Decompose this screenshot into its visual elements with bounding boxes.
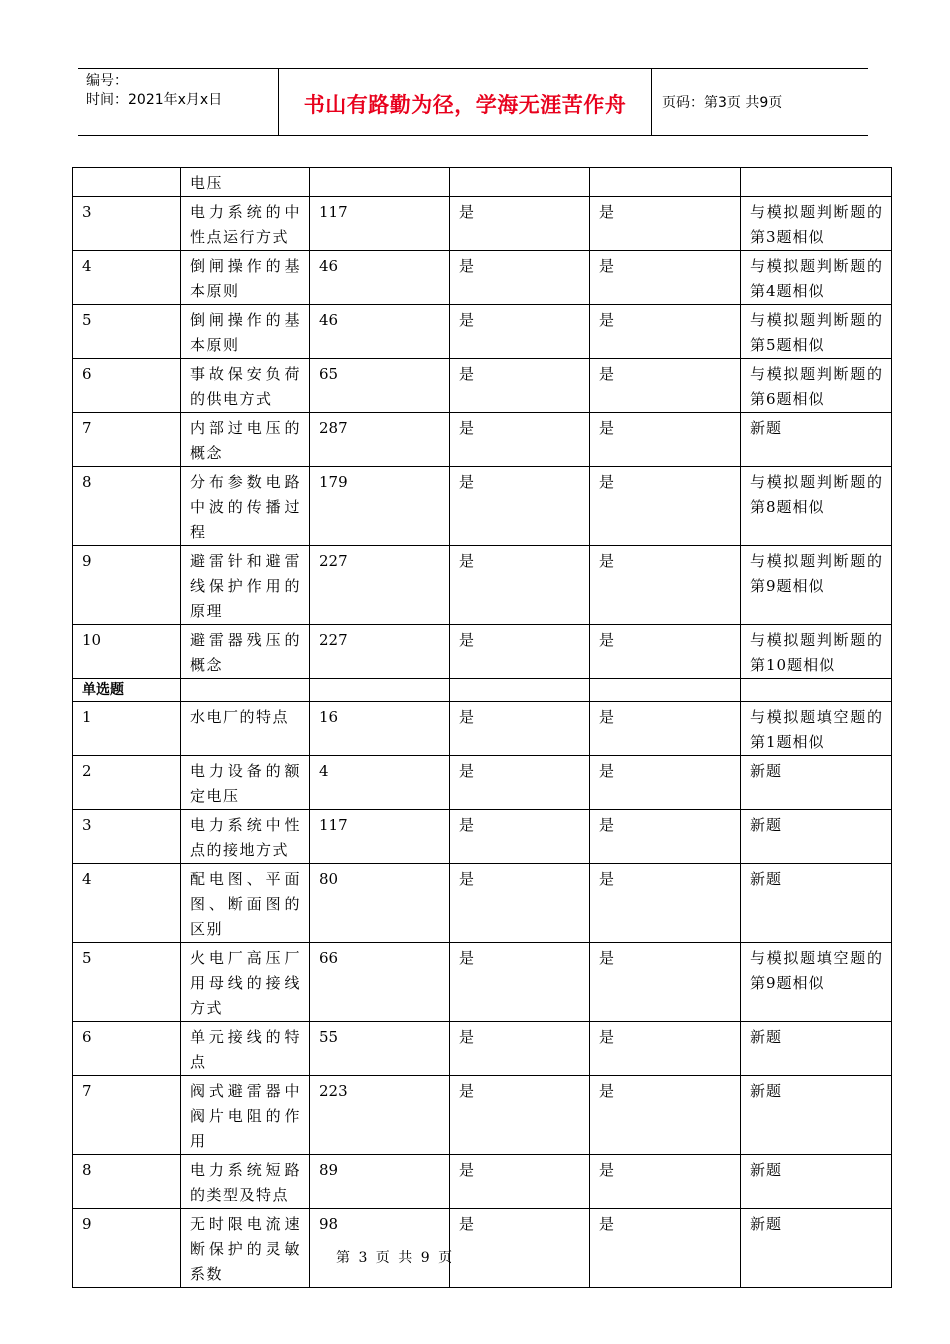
header-motto: 书山有路勤为径，学海无涯苦作舟: [279, 69, 652, 135]
cell-number: 9: [73, 546, 181, 625]
cell-number: 5: [73, 943, 181, 1022]
cell-page: 66: [310, 943, 450, 1022]
cell-covered: [590, 679, 741, 702]
cell-covered: 是: [590, 756, 741, 810]
cell-note: 与模拟题判断题的第9题相似: [741, 546, 892, 625]
page-header: [78, 68, 868, 136]
cell-covered: 是: [590, 1155, 741, 1209]
cell-note: 与模拟题判断题的第8题相似: [741, 467, 892, 546]
cell-in-scope: 是: [450, 197, 590, 251]
cell-page: 98: [310, 1209, 450, 1288]
cell-note: 与模拟题判断题的第10题相似: [741, 625, 892, 679]
cell-topic: 单元接线的特点: [181, 1022, 310, 1076]
header-meta: [78, 69, 279, 135]
cell-number: 8: [73, 467, 181, 546]
cell-in-scope: 是: [450, 1209, 590, 1288]
cell-page: 227: [310, 546, 450, 625]
cell-note: 新题: [741, 413, 892, 467]
cell-in-scope: 是: [450, 413, 590, 467]
cell-page: [310, 679, 450, 702]
cell-note: 与模拟题判断题的第4题相似: [741, 251, 892, 305]
section-title: 单选题: [73, 679, 181, 702]
table-row: [73, 864, 892, 943]
cell-note: 与模拟题判断题的第6题相似: [741, 359, 892, 413]
table-row: [73, 1022, 892, 1076]
cell-page: 227: [310, 625, 450, 679]
cell-number: 1: [73, 702, 181, 756]
table-row: [73, 251, 892, 305]
cell-page: 287: [310, 413, 450, 467]
cell-note: 新题: [741, 1022, 892, 1076]
cell-in-scope: [450, 168, 590, 197]
cell-topic: 事故保安负荷的供电方式: [181, 359, 310, 413]
cell-covered: 是: [590, 702, 741, 756]
cell-covered: 是: [590, 359, 741, 413]
cell-in-scope: 是: [450, 546, 590, 625]
cell-in-scope: 是: [450, 1022, 590, 1076]
cell-in-scope: 是: [450, 359, 590, 413]
cell-covered: 是: [590, 1076, 741, 1155]
cell-note: 新题: [741, 1209, 892, 1288]
table-row: [73, 359, 892, 413]
cell-covered: 是: [590, 305, 741, 359]
cell-number: 6: [73, 1022, 181, 1076]
document-number-label: 编号：: [86, 73, 128, 89]
cell-number: 6: [73, 359, 181, 413]
cell-number: 3: [73, 810, 181, 864]
cell-covered: 是: [590, 1022, 741, 1076]
cell-topic: 电力系统的中性点运行方式: [181, 197, 310, 251]
page-footer: 第 3 页 共 9 页: [336, 1250, 455, 1266]
cell-page: 46: [310, 251, 450, 305]
table-row: [73, 197, 892, 251]
table-row: [73, 625, 892, 679]
cell-topic: 避雷器残压的概念: [181, 625, 310, 679]
cell-covered: 是: [590, 197, 741, 251]
cell-topic: 电力系统中性点的接地方式: [181, 810, 310, 864]
cell-in-scope: 是: [450, 1076, 590, 1155]
cell-note: 新题: [741, 810, 892, 864]
cell-note: [741, 679, 892, 702]
cell-number: 7: [73, 413, 181, 467]
cell-topic: 电压: [181, 168, 310, 197]
cell-page: 16: [310, 702, 450, 756]
cell-in-scope: 是: [450, 251, 590, 305]
cell-page: 46: [310, 305, 450, 359]
cell-in-scope: 是: [450, 1155, 590, 1209]
table-row: [73, 943, 892, 1022]
cell-note: 新题: [741, 1155, 892, 1209]
cell-covered: 是: [590, 467, 741, 546]
cell-covered: 是: [590, 810, 741, 864]
table-row: [73, 1155, 892, 1209]
cell-topic: 配电图、平面图、断面图的区别: [181, 864, 310, 943]
cell-topic: 分布参数电路中波的传播过程: [181, 467, 310, 546]
cell-covered: 是: [590, 413, 741, 467]
cell-page: 179: [310, 467, 450, 546]
cell-note: 与模拟题判断题的第5题相似: [741, 305, 892, 359]
cell-covered: 是: [590, 1209, 741, 1288]
cell-in-scope: [450, 679, 590, 702]
cell-page: 80: [310, 864, 450, 943]
cell-topic: 水电厂的特点: [181, 702, 310, 756]
cell-topic: 电力设备的额定电压: [181, 756, 310, 810]
table-row: [73, 810, 892, 864]
table-row: [73, 702, 892, 756]
cell-topic: 阀式避雷器中阀片电阻的作用: [181, 1076, 310, 1155]
cell-number: 3: [73, 197, 181, 251]
cell-topic: 无时限电流速断保护的灵敏系数: [181, 1209, 310, 1288]
cell-in-scope: 是: [450, 702, 590, 756]
header-page-info: 页码：第3页 共9页: [662, 95, 783, 111]
cell-topic: 倒闸操作的基本原则: [181, 305, 310, 359]
cell-note: [741, 168, 892, 197]
table-row: [73, 305, 892, 359]
table-row: [73, 168, 892, 197]
cell-topic: 内部过电压的概念: [181, 413, 310, 467]
cell-covered: [590, 168, 741, 197]
cell-topic: [181, 679, 310, 702]
cell-note: 与模拟题填空题的第1题相似: [741, 702, 892, 756]
cell-note: 与模拟题判断题的第3题相似: [741, 197, 892, 251]
table-row: [73, 413, 892, 467]
document-date: 时间：2021年x月x日: [86, 92, 223, 108]
cell-page: [310, 168, 450, 197]
cell-covered: 是: [590, 251, 741, 305]
cell-note: 与模拟题填空题的第9题相似: [741, 943, 892, 1022]
cell-in-scope: 是: [450, 625, 590, 679]
cell-topic: 电力系统短路的类型及特点: [181, 1155, 310, 1209]
question-table-body: [73, 168, 892, 1288]
cell-in-scope: 是: [450, 810, 590, 864]
cell-page: 117: [310, 197, 450, 251]
cell-page: 89: [310, 1155, 450, 1209]
cell-in-scope: 是: [450, 305, 590, 359]
section-header-row: [73, 679, 892, 702]
cell-covered: 是: [590, 943, 741, 1022]
cell-note: 新题: [741, 1076, 892, 1155]
cell-topic: 避雷针和避雷线保护作用的原理: [181, 546, 310, 625]
cell-number: 10: [73, 625, 181, 679]
cell-number: 8: [73, 1155, 181, 1209]
cell-number: [73, 168, 181, 197]
table-row: [73, 756, 892, 810]
table-row: [73, 1076, 892, 1155]
cell-number: 5: [73, 305, 181, 359]
cell-number: 2: [73, 756, 181, 810]
cell-number: 4: [73, 864, 181, 943]
cell-covered: 是: [590, 864, 741, 943]
cell-in-scope: 是: [450, 864, 590, 943]
cell-covered: 是: [590, 625, 741, 679]
cell-note: 新题: [741, 756, 892, 810]
cell-page: 223: [310, 1076, 450, 1155]
cell-topic: 火电厂高压厂用母线的接线方式: [181, 943, 310, 1022]
cell-page: 117: [310, 810, 450, 864]
cell-page: 65: [310, 359, 450, 413]
table-row: [73, 467, 892, 546]
cell-number: 4: [73, 251, 181, 305]
cell-page: 4: [310, 756, 450, 810]
cell-number: 7: [73, 1076, 181, 1155]
cell-page: 55: [310, 1022, 450, 1076]
cell-in-scope: 是: [450, 467, 590, 546]
cell-topic: 倒闸操作的基本原则: [181, 251, 310, 305]
table-row: [73, 546, 892, 625]
cell-note: 新题: [741, 864, 892, 943]
cell-in-scope: 是: [450, 756, 590, 810]
cell-number: 9: [73, 1209, 181, 1288]
question-table: [72, 167, 892, 1288]
cell-covered: 是: [590, 546, 741, 625]
cell-in-scope: 是: [450, 943, 590, 1022]
